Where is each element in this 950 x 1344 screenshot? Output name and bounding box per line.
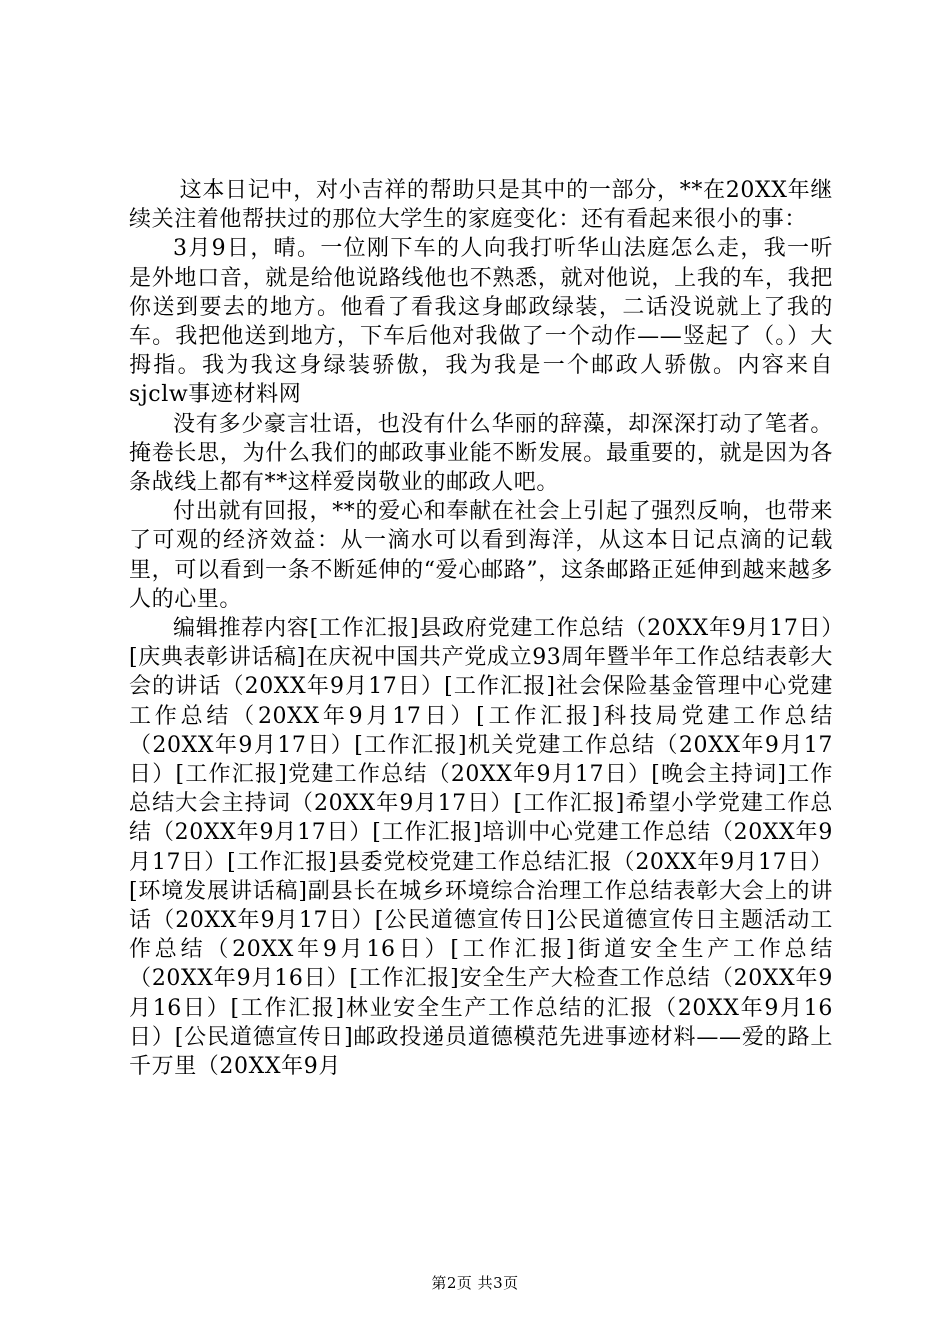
paragraph-recommended-content: 编辑推荐内容[工作汇报]县政府党建工作总结（20XX年9月17日）[庆典表彰讲话稿]在庆祝中国共产党成立93周年暨半年工作总结表彰大会的讲话（20XX年9月17日）[工作汇报]社会保险基金管理中心党建工作总结（20XX年9月17日）[工作汇报]科技局党建工作总结（20XX年9月17日）[工作汇报]机关党建工作总结（20XX年9月17日）[工作汇报]党建工作总结（20XX年9月17日）[晚会主持词]工作总结大会主持词（20XX年9月17日）[工作汇报]希望小学党建工作总结（20XX年9月17日）[工作汇报]培训中心党建工作总结（20XX年9月17日）[工作汇报]县委党校党建工作总结汇报（20XX年9月17日）[环境发展讲话稿]副县长在城乡环境综合治理工作总结表彰大会上的讲话（20XX年9月17日）[公民道德宣传日]公民道德宣传日主题活动工作总结（20XX年9月16日）[工作汇报]街道安全生产工作总结（20XX年9月16日）[工作汇报]安全生产大检查工作总结（20XX年9月16日）[工作汇报]林业安全生产工作总结的汇报（20XX年9月16日）[公民道德宣传日]邮政投递员道德模范先进事迹材料——爱的路上千万里（20XX年9月 [129,616,833,1080]
page-number-footer: 第2页 共3页 [431,1274,519,1292]
paragraph-diary-intro: 这本日记中，对小吉祥的帮助只是其中的一部分，**在20XX年继续关注着他帮扶过的那位大学生的家庭变化：还有看起来很小的事： [129,178,833,233]
paragraph-social-impact: 付出就有回报，**的爱心和奉献在社会上引起了强烈反响，也带来了可观的经济效益：从一滴水可以看到海洋，从这本日记点滴的记载里，可以看到一条不断延伸的“爱心邮路”，这条邮路正延伸到越来越多人的心里。 [129,499,833,612]
document-body [129,176,833,1081]
paragraph-author-reflection: 没有多少豪言壮语，也没有什么华丽的辞藻，却深深打动了笔者。掩卷长思，为什么我们的邮政事业能不断发展。最重要的，就是因为各条战线上都有**这样爱岗敬业的邮政人吧。 [129,411,833,496]
paragraph-diary-entry: 3月9日，晴。一位刚下车的人向我打听华山法庭怎么走，我一听是外地口音，就是给他说路线他也不熟悉，就对他说，上我的车，我把你送到要去的地方。他看了看我这身邮政绿装，二话没说就上了我的车。我把他送到地方，下车后他对我做了一个动作——竖起了（。）大拇指。我为我这身绿装骄傲，我为我是一个邮政人骄傲。内容来自sjclw事迹材料网 [129,236,833,408]
